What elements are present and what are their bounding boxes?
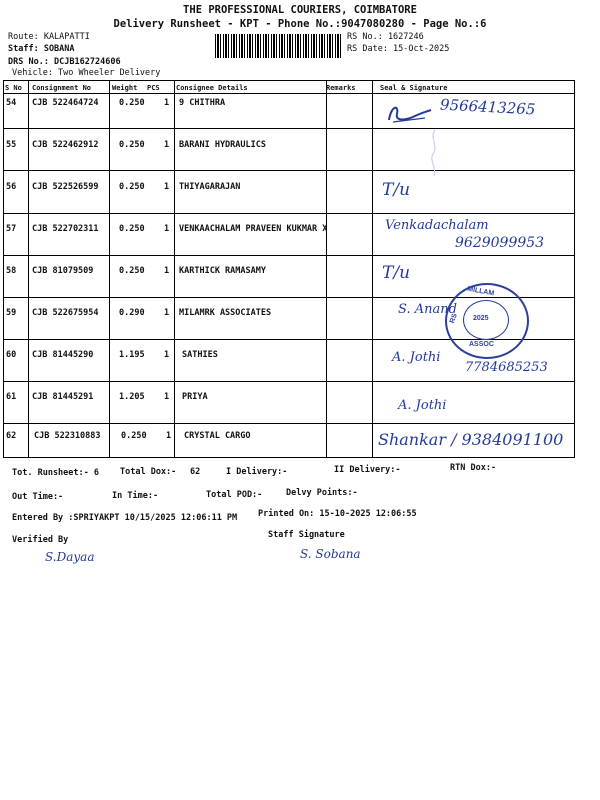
row-weight: 0.250 bbox=[121, 431, 147, 441]
row-consignee: SATHIES bbox=[182, 350, 218, 360]
row-consignee: VENKAACHALAM PRAVEEN KUKMAR X bbox=[179, 224, 328, 234]
printed-on: Printed On: 15-10-2025 12:06:55 bbox=[258, 509, 417, 519]
stamp-bottom-text: ASSOC bbox=[469, 341, 494, 348]
rs-date: RS Date: 15-Oct-2025 bbox=[347, 44, 450, 54]
stamp-mid-text: 2025 bbox=[473, 315, 489, 322]
col-consignee: Consignee Details bbox=[176, 84, 248, 92]
row-consignee: THIYAGARAJAN bbox=[179, 182, 241, 192]
row-consignee: 9 CHITHRA bbox=[179, 98, 226, 108]
entered-by: Entered By :SPRIYAKPT 10/15/2025 12:06:11 PM bbox=[12, 513, 238, 523]
staff-signature-label: Staff Signature bbox=[268, 530, 345, 540]
handwritten-name-57: Venkadachalam bbox=[385, 218, 489, 233]
row-consignment: CJB 522675954 bbox=[32, 308, 99, 318]
delvy-points: Delvy Points:- bbox=[286, 488, 358, 498]
row-weight: 0.250 bbox=[119, 266, 145, 276]
row-sno: 56 bbox=[6, 182, 17, 192]
col-seal-signature: Seal & Signature bbox=[380, 84, 448, 92]
row-consignee: BARANI HYDRAULICS bbox=[179, 140, 266, 150]
rtn-dox: RTN Dox:- bbox=[450, 463, 497, 473]
handwritten-name-61: A. Jothi bbox=[398, 398, 447, 413]
col-pcs: PCS bbox=[147, 84, 160, 92]
drs-number: DRS No.: DCJB162724606 bbox=[8, 57, 121, 67]
row-pcs: 1 bbox=[164, 224, 170, 234]
row-pcs: 1 bbox=[164, 350, 170, 360]
row-consignment: CJB 522310883 bbox=[34, 431, 101, 441]
row-sno: 57 bbox=[6, 224, 17, 234]
col-remarks: Remarks bbox=[326, 84, 356, 92]
row-consignee: MILAMRK ASSOCIATES bbox=[179, 308, 272, 318]
row-sno: 61 bbox=[6, 392, 17, 402]
row-weight: 0.250 bbox=[119, 182, 145, 192]
row-pcs: 1 bbox=[164, 182, 170, 192]
runsheet-table bbox=[3, 80, 575, 458]
row-weight: 1.205 bbox=[119, 392, 145, 402]
row-consignee: KARTHICK RAMASAMY bbox=[179, 266, 266, 276]
row-sno: 54 bbox=[6, 98, 17, 108]
row-consignee: CRYSTAL CARGO bbox=[184, 431, 251, 441]
in-time: In Time:- bbox=[112, 491, 159, 501]
row-consignment: CJB 522702311 bbox=[32, 224, 99, 234]
handwritten-phone-57: 9629099953 bbox=[455, 235, 545, 251]
verified-by-label: Verified By bbox=[12, 535, 69, 545]
signature-bleed-marks bbox=[425, 128, 445, 178]
row-sno: 59 bbox=[6, 308, 17, 318]
row-weight: 0.250 bbox=[119, 98, 145, 108]
stamp-top-text: MILLAM bbox=[466, 285, 495, 298]
row-weight: 0.290 bbox=[119, 308, 145, 318]
tot-runsheet: Tot. Runsheet:- 6 bbox=[12, 468, 99, 478]
col-consignment: Consignment No bbox=[32, 84, 92, 92]
col-sno: S No bbox=[5, 84, 22, 92]
handwritten-tu-56: T/u bbox=[382, 180, 411, 200]
handwritten-tu-58: T/u bbox=[382, 263, 411, 283]
row-pcs: 1 bbox=[164, 392, 170, 402]
barcode bbox=[215, 34, 343, 58]
total-pod: Total POD:- bbox=[206, 490, 263, 500]
row-pcs: 1 bbox=[164, 98, 170, 108]
handwritten-phone-54: 9566413265 bbox=[439, 95, 536, 119]
row-consignment: CJB 522464724 bbox=[32, 98, 99, 108]
row-pcs: 1 bbox=[164, 308, 170, 318]
handwritten-phone-60: 7784685253 bbox=[465, 360, 548, 375]
handwritten-62: Shankar / 9384091100 bbox=[378, 430, 564, 449]
company-title: THE PROFESSIONAL COURIERS, COIMBATORE bbox=[183, 4, 417, 16]
rs-number: RS No.: 1627246 bbox=[347, 32, 424, 42]
row-pcs: 1 bbox=[166, 431, 172, 441]
row-sno: 60 bbox=[6, 350, 17, 360]
row-pcs: 1 bbox=[164, 140, 170, 150]
company-seal-stamp bbox=[445, 283, 529, 359]
total-dox-value: 62 bbox=[190, 467, 201, 477]
row-consignment: CJB 81445291 bbox=[32, 392, 94, 402]
col-weight: Weight bbox=[112, 84, 138, 92]
row-consignment: CJB 81079509 bbox=[32, 266, 94, 276]
row-weight: 0.250 bbox=[119, 224, 145, 234]
staff-label: Staff: SOBANA bbox=[8, 44, 75, 54]
out-time: Out Time:- bbox=[12, 492, 64, 502]
row-sno: 58 bbox=[6, 266, 17, 276]
row-weight: 0.250 bbox=[119, 140, 145, 150]
verified-by-signature: S.Dayaa bbox=[45, 550, 95, 564]
row-consignment: CJB 81445290 bbox=[32, 350, 94, 360]
handwritten-name-60: A. Jothi bbox=[392, 350, 441, 365]
stamp-side-text: RS bbox=[448, 312, 459, 325]
signature-scribble-54 bbox=[385, 100, 435, 126]
row-consignment: CJB 522526599 bbox=[32, 182, 99, 192]
row-consignee: PRIYA bbox=[182, 392, 208, 402]
vehicle-label: Vehicle: Two Wheeler Delivery bbox=[12, 68, 161, 78]
row-pcs: 1 bbox=[164, 266, 170, 276]
row-weight: 1.195 bbox=[119, 350, 145, 360]
row-consignment: CJB 522462912 bbox=[32, 140, 99, 150]
staff-signature: S. Sobana bbox=[300, 547, 361, 561]
runsheet-subtitle: Delivery Runsheet - KPT - Phone No.:9047080280 - Page No.:6 bbox=[113, 18, 487, 30]
row-sno: 62 bbox=[6, 431, 17, 441]
total-dox-label: Total Dox:- bbox=[120, 467, 177, 477]
route-label: Route: KALAPATTI bbox=[8, 32, 90, 42]
handwritten-name-59: S. Anand bbox=[398, 302, 457, 317]
i-delivery: I Delivery:- bbox=[226, 467, 288, 477]
ii-delivery: II Delivery:- bbox=[334, 465, 401, 475]
row-sno: 55 bbox=[6, 140, 17, 150]
